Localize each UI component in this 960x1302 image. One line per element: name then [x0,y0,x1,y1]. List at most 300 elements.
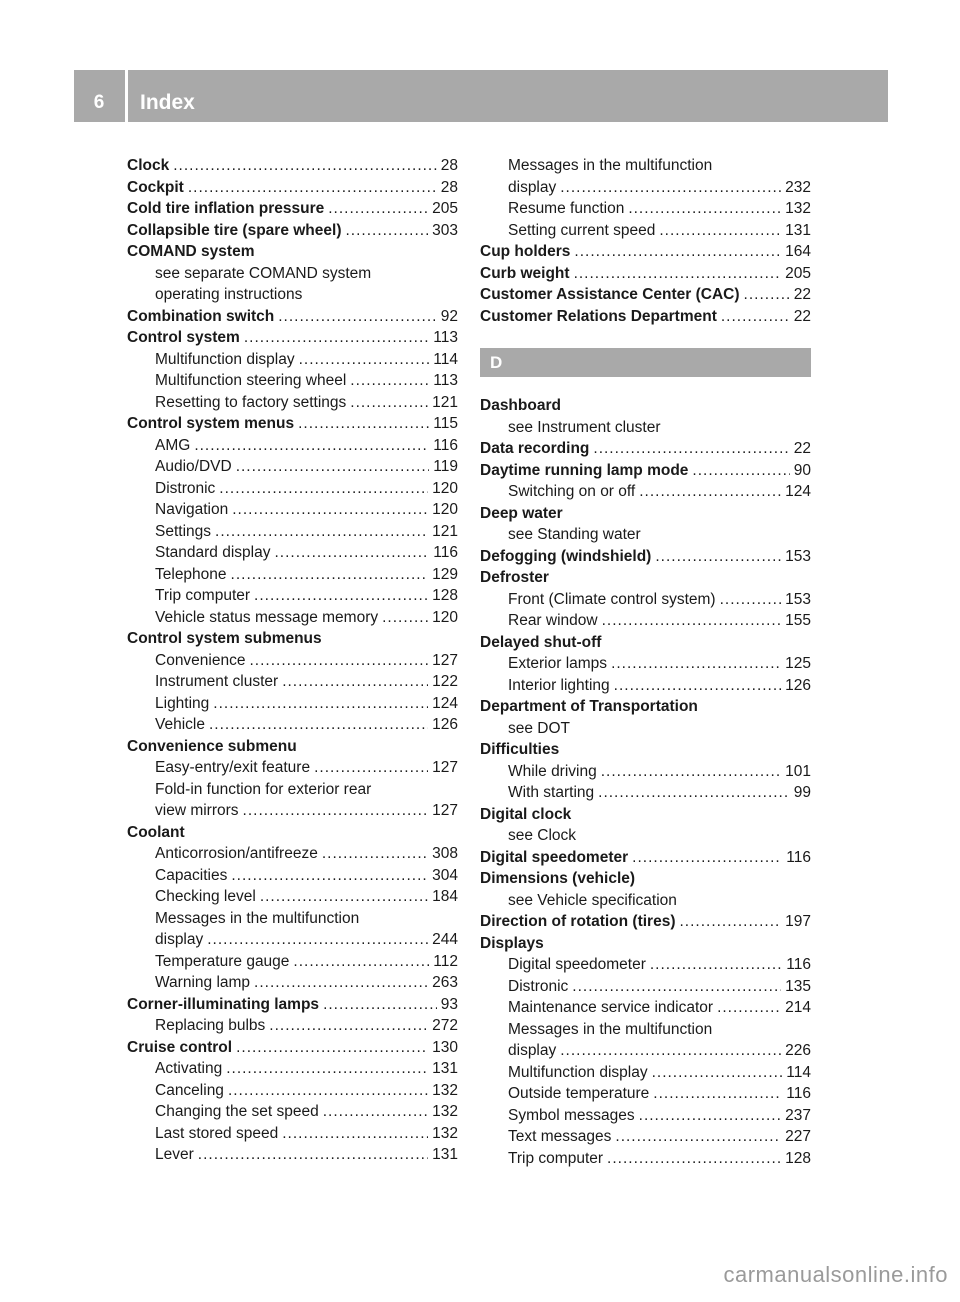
entry-label: Delayed shut-off [480,633,602,651]
entry-label: Outside temperature [508,1085,650,1102]
index-subentry [127,349,458,371]
entry-label: Cold tire inflation pressure [127,200,325,217]
index-entry [480,460,811,482]
entry-label: Convenience [155,651,246,669]
index-entry [127,177,458,199]
entry-label: With starting [508,784,595,801]
index-subentry [127,1101,458,1123]
entry-page-number: 114 [433,350,458,368]
index-entry [480,263,811,285]
entry-label: Multifunction display [508,1063,648,1081]
dot-leader [632,847,782,869]
dot-leader [293,951,429,973]
dot-leader [720,589,782,611]
entry-page-number: 164 [785,243,811,260]
entry-label: Audio/DVD [155,458,232,475]
index-subentry [127,757,458,779]
entry-page-number: 125 [785,655,811,672]
index-entry [127,241,458,263]
dot-leader [231,564,429,586]
dot-leader [232,499,428,521]
entry-label: Department of Transportation [480,698,698,715]
index-subentry [127,865,458,887]
page-number: 6 [93,92,105,113]
entry-label: Rear window [508,612,598,629]
index-subentry [127,392,458,414]
entry-label: Instrument cluster [155,673,279,690]
entry-label: Front (Climate control system) [508,590,716,608]
entry-page-number: 113 [433,329,458,346]
index-subentry [480,220,811,242]
dot-leader [628,198,781,220]
index-subentry [127,951,458,973]
index-column-left [127,155,458,1166]
entry-page-number: 114 [786,1063,811,1081]
entry-page-number: 132 [432,1103,458,1120]
entry-label: see separate COMAND system [155,264,372,282]
entry-label: Cruise control [127,1038,233,1056]
entry-label: Lever [155,1146,194,1163]
dot-leader [350,392,428,414]
index-entry [127,220,458,242]
entry-label: Dashboard [480,397,561,414]
entry-label: Changing the set speed [155,1103,319,1120]
entry-page-number: 184 [432,888,458,905]
index-subentry [127,779,458,801]
dot-leader [611,653,781,675]
entry-page-number: 101 [785,762,811,780]
entry-page-number: 132 [432,1081,458,1099]
dot-leader [679,911,781,933]
index-subentry [127,886,458,908]
index-subentry [480,1040,811,1062]
index-subentry [480,954,811,976]
dot-leader [254,585,428,607]
index-subentry [480,675,811,697]
entry-page-number: 121 [432,393,458,411]
index-column-right [480,155,811,1169]
index-entry [480,395,811,417]
index-subentry [480,481,811,503]
index-entry [480,438,811,460]
index-subentry [127,564,458,586]
entry-page-number: 130 [432,1038,458,1056]
dot-leader [717,997,781,1019]
index-subentry [127,1015,458,1037]
entry-label: Interior lighting [508,676,610,694]
entry-page-number: 124 [785,483,811,500]
index-subentry [480,610,811,632]
index-entry [480,306,811,328]
entry-label: Customer Relations Department [480,307,717,325]
entry-label: Activating [155,1060,223,1077]
index-subentry [480,761,811,783]
index-entry [480,911,811,933]
index-subentry [127,585,458,607]
index-subentry [480,589,811,611]
entry-label: Canceling [155,1081,224,1099]
entry-page-number: 22 [793,440,811,457]
entry-label: see Clock [508,827,577,844]
entry-page-number: 120 [432,501,458,518]
entry-label: Digital speedometer [480,848,629,866]
entry-label: Control system submenus [127,630,322,647]
index-subentry [127,714,458,736]
entry-page-number: 90 [793,461,811,479]
entry-page-number: 122 [432,673,458,690]
dot-leader [231,865,428,887]
index-subentry [480,825,811,847]
entry-label: Trip computer [508,1149,604,1167]
index-subentry [480,524,811,546]
entry-label: see Standing water [508,526,641,543]
index-entry [480,868,811,890]
dot-leader [601,761,781,783]
entry-page-number: 131 [432,1060,458,1077]
entry-label: Difficulties [480,741,560,758]
entry-page-number: 132 [785,200,811,217]
dot-leader [260,886,428,908]
index-group-c-continued [480,155,811,327]
entry-label: Digital clock [480,805,572,823]
dot-leader [653,1083,782,1105]
entry-page-number: 119 [433,458,458,475]
dot-leader [209,714,428,736]
dot-leader [614,675,781,697]
index-entry [480,847,811,869]
index-entry [127,1037,458,1059]
dot-leader [226,1058,428,1080]
entry-page-number: 113 [433,372,458,389]
dot-leader [602,610,782,632]
dot-leader [659,220,781,242]
entry-label: Distronic [155,479,216,497]
entry-label: Exterior lamps [508,655,608,672]
index-entry [480,546,811,568]
entry-label: Anticorrosion/antifreeze [155,845,318,862]
dot-leader [652,1062,783,1084]
entry-label: Control system [127,329,240,346]
entry-label: Daytime running lamp mode [480,461,689,479]
dot-leader [249,650,428,672]
index-subentry [127,478,458,500]
entry-label: Deep water [480,504,563,522]
index-entry [127,736,458,758]
entry-page-number: 112 [433,952,458,970]
entry-page-number: 155 [785,612,811,629]
dot-leader [254,972,428,994]
entry-label: Maintenance service indicator [508,999,714,1016]
entry-label: see Vehicle specification [508,891,677,909]
index-entry [480,567,811,589]
index-subentry [480,718,811,740]
index-entry [480,503,811,525]
index-entry [127,413,458,435]
entry-label: Convenience submenu [127,737,297,755]
entry-page-number: 303 [432,221,458,239]
entry-label: operating instructions [155,286,303,303]
index-subentry [480,1126,811,1148]
index-entry [127,628,458,650]
dot-leader [655,546,781,568]
dot-leader [299,349,430,371]
entry-page-number: 99 [793,784,811,801]
entry-page-number: 197 [785,913,811,930]
entry-page-number: 232 [785,178,811,196]
entry-page-number: 128 [432,587,458,604]
entry-page-number: 205 [432,200,458,217]
entry-label: Messages in the multifunction [508,157,713,174]
entry-page-number: 116 [786,848,811,866]
dot-leader [198,1144,428,1166]
entry-page-number: 93 [440,995,458,1013]
entry-label: Digital speedometer [508,956,646,973]
entry-label: Data recording [480,440,590,457]
index-subentry [480,198,811,220]
entry-label: Text messages [508,1128,612,1145]
dot-leader [219,478,428,500]
entry-page-number: 272 [432,1017,458,1034]
entry-page-number: 116 [786,1085,811,1102]
entry-page-number: 226 [785,1042,811,1059]
entry-label: Navigation [155,501,229,518]
entry-label: While driving [508,762,597,780]
dot-leader [593,438,789,460]
entry-page-number: 120 [432,479,458,497]
dot-leader [744,284,790,306]
dot-leader [560,177,781,199]
entry-label: Settings [155,522,212,540]
dot-leader [650,954,782,976]
index-subentry [480,177,811,199]
dot-leader [236,456,430,478]
entry-label: Telephone [155,565,227,583]
index-subentry [127,370,458,392]
dot-leader [328,198,428,220]
entry-label: Fold-in function for exterior rear [155,780,372,798]
dot-leader [323,994,437,1016]
entry-page-number: 153 [785,547,811,565]
entry-page-number: 304 [432,866,458,884]
entry-page-number: 135 [785,977,811,995]
dot-leader [243,800,429,822]
entry-label: Warning lamp [155,974,251,991]
index-entry [480,933,811,955]
index-subentry [127,693,458,715]
entry-label: Resume function [508,200,625,217]
index-subentry [127,1144,458,1166]
index-subentry [127,908,458,930]
entry-label: Control system menus [127,415,295,432]
dot-leader [350,370,429,392]
header-divider [125,70,128,122]
index-entry [480,632,811,654]
entry-page-number: 129 [432,565,458,583]
section-spacer [480,327,811,348]
entry-page-number: 116 [433,436,458,454]
index-subentry [480,1062,811,1084]
entry-label: Cup holders [480,243,571,260]
index-subentry [127,1058,458,1080]
dot-leader [282,671,428,693]
entry-page-number: 28 [440,178,458,196]
dot-leader [607,1148,781,1170]
entry-page-number: 244 [432,931,458,948]
index-subentry [480,890,811,912]
dot-leader [692,460,789,482]
entry-page-number: 308 [432,845,458,862]
entry-label: Messages in the multifunction [155,909,360,927]
index-subentry [127,435,458,457]
index-group-d [480,395,811,1169]
entry-label: Dimensions (vehicle) [480,870,636,887]
entry-page-number: 131 [785,221,811,239]
index-subentry [127,1080,458,1102]
entry-page-number: 22 [793,286,811,303]
entry-label: Symbol messages [508,1106,635,1124]
entry-label: display [155,931,204,948]
entry-page-number: 126 [785,676,811,694]
entry-label: Messages in the multifunction [508,1020,713,1038]
entry-label: Collapsible tire (spare wheel) [127,221,342,239]
entry-label: Corner-illuminating lamps [127,995,320,1013]
index-subentry [480,1148,811,1170]
dot-leader [236,1037,428,1059]
dot-leader [213,693,428,715]
entry-page-number: 153 [785,590,811,608]
entry-page-number: 128 [785,1149,811,1167]
dot-leader [215,521,428,543]
index-subentry [127,284,458,306]
entry-label: Direction of rotation (tires) [480,913,676,930]
entry-label: Last stored speed [155,1124,279,1142]
entry-label: Checking level [155,888,256,905]
entry-page-number: 22 [793,307,811,325]
index-subentry [127,542,458,564]
index-subentry [127,671,458,693]
index-entry [480,696,811,718]
index-entry [480,739,811,761]
page-header [74,70,888,122]
index-subentry [480,417,811,439]
index-entry [480,241,811,263]
dot-leader [298,413,429,435]
entry-label: Displays [480,934,544,952]
index-subentry [480,155,811,177]
index-subentry [480,997,811,1019]
entry-page-number: 127 [432,651,458,669]
entry-label: Coolant [127,823,185,841]
dot-leader [274,542,429,564]
index-entry [127,822,458,844]
page-title: Index [140,91,195,114]
dot-leader [615,1126,781,1148]
dot-leader [188,177,437,199]
dot-leader [572,976,781,998]
entry-label: view mirrors [155,802,239,819]
entry-label: COMAND system [127,243,255,260]
index-subentry [127,456,458,478]
dot-leader [228,1080,428,1102]
entry-page-number: 28 [440,157,458,174]
index-entry [127,198,458,220]
entry-label: see DOT [508,719,571,737]
entry-label: Lighting [155,694,210,712]
dot-leader [598,782,790,804]
entry-label: Customer Assistance Center (CAC) [480,286,740,303]
index-subentry [480,782,811,804]
entry-page-number: 237 [785,1106,811,1124]
entry-label: display [508,1042,557,1059]
entry-page-number: 116 [786,956,811,973]
entry-page-number: 214 [785,999,811,1016]
index-entry [127,994,458,1016]
entry-page-number: 227 [785,1128,811,1145]
entry-page-number: 132 [432,1124,458,1142]
dot-leader [574,263,782,285]
dot-leader [282,1123,428,1145]
entry-label: Distronic [508,977,569,995]
entry-label: Standard display [155,544,271,561]
dot-leader [207,929,428,951]
entry-label: Vehicle [155,716,205,733]
dot-leader [323,1101,428,1123]
dot-leader [194,435,429,457]
entry-label: Vehicle status message memory [155,608,379,626]
entry-label: Defroster [480,569,549,586]
index-subentry [127,800,458,822]
index-entry [127,155,458,177]
index-subentry [127,607,458,629]
entry-label: Temperature gauge [155,952,290,970]
dot-leader [574,241,781,263]
entry-label: Cockpit [127,178,184,196]
index-subentry [480,976,811,998]
entry-label: Multifunction display [155,350,295,368]
entry-page-number: 115 [433,415,458,432]
index-subentry [127,263,458,285]
entry-label: Replacing bulbs [155,1017,266,1034]
entry-label: Defogging (windshield) [480,547,652,565]
entry-label: Combination switch [127,307,275,325]
entry-page-number: 205 [785,264,811,282]
entry-page-number: 124 [432,694,458,712]
entry-label: display [508,178,557,196]
entry-page-number: 126 [432,716,458,733]
entry-page-number: 120 [432,608,458,626]
index-subentry [127,521,458,543]
dot-leader [345,220,428,242]
entry-label: Clock [127,157,170,174]
entry-label: Trip computer [155,587,251,604]
entry-page-number: 116 [433,544,458,561]
entry-page-number: 127 [432,759,458,776]
index-subentry [127,972,458,994]
index-subentry [480,1105,811,1127]
dot-leader [639,1105,781,1127]
entry-label: Switching on or off [508,483,636,500]
index-entry [480,804,811,826]
entry-label: Easy-entry/exit feature [155,759,311,776]
index-subentry [480,1083,811,1105]
index-subentry [127,1123,458,1145]
dot-leader [382,607,428,629]
entry-label: Resetting to factory settings [155,393,347,411]
dot-leader [314,757,428,779]
entry-page-number: 263 [432,974,458,991]
index-subentry [127,843,458,865]
entry-label: Capacities [155,866,228,884]
